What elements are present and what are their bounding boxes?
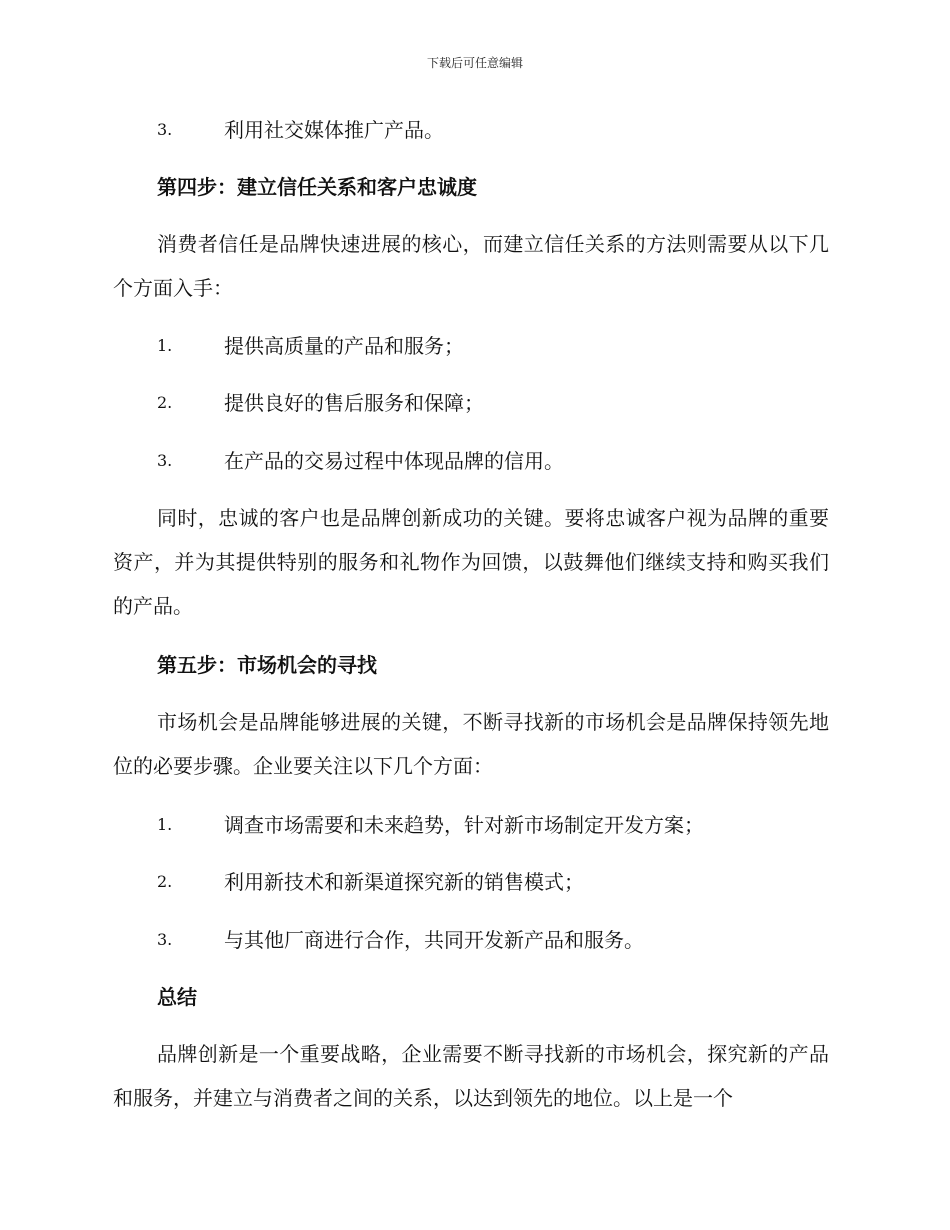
- list-number: 3.: [157, 120, 173, 139]
- list-text: 与其他厂商进行合作，共同开发新产品和服务。: [224, 928, 644, 952]
- paragraph-trust: 消费者信任是品牌快速进展的核心，而建立信任关系的方法则需要从以下几个方面入手：: [113, 232, 829, 300]
- list-number: 1.: [157, 336, 173, 355]
- list-text: 利用社交媒体推广产品。: [224, 118, 444, 142]
- list-text: 利用新技术和新渠道探究新的销售模式；: [224, 870, 584, 894]
- section-heading-step4: 第四步：建立信任关系和客户忠诚度: [157, 175, 477, 199]
- list-number: 3.: [157, 451, 173, 470]
- list-text: 在产品的交易过程中体现品牌的信用。: [224, 449, 564, 473]
- list-number: 2.: [157, 393, 173, 412]
- section-heading-step5: 第五步：市场机会的寻找: [157, 653, 377, 677]
- list-text: 提供高质量的产品和服务；: [224, 334, 464, 358]
- section-heading-summary: 总结: [157, 985, 197, 1009]
- list-number: 1.: [157, 815, 173, 834]
- list-number: 2.: [157, 872, 173, 891]
- paragraph-market: 市场机会是品牌能够进展的关键，不断寻找新的市场机会是品牌保持领先地位的必要步骤。企业要关注以下几个方面：: [113, 710, 829, 778]
- list-text: 调查市场需要和未来趋势，针对新市场制定开发方案；: [224, 813, 704, 837]
- list-text: 提供良好的售后服务和保障；: [224, 391, 484, 415]
- paragraph-loyalty: 同时，忠诚的客户也是品牌创新成功的关键。要将忠诚客户视为品牌的重要资产，并为其提供特别的服务和礼物作为回馈，以鼓舞他们继续支持和购买我们的产品。: [113, 506, 829, 618]
- page-header: 下载后可任意编辑: [426, 56, 523, 70]
- list-number: 3.: [157, 930, 173, 949]
- paragraph-summary: 品牌创新是一个重要战略，企业需要不断寻找新的市场机会，探究新的产品和服务，并建立与消费者之间的关系，以达到领先的地位。以上是一个: [113, 1042, 829, 1110]
